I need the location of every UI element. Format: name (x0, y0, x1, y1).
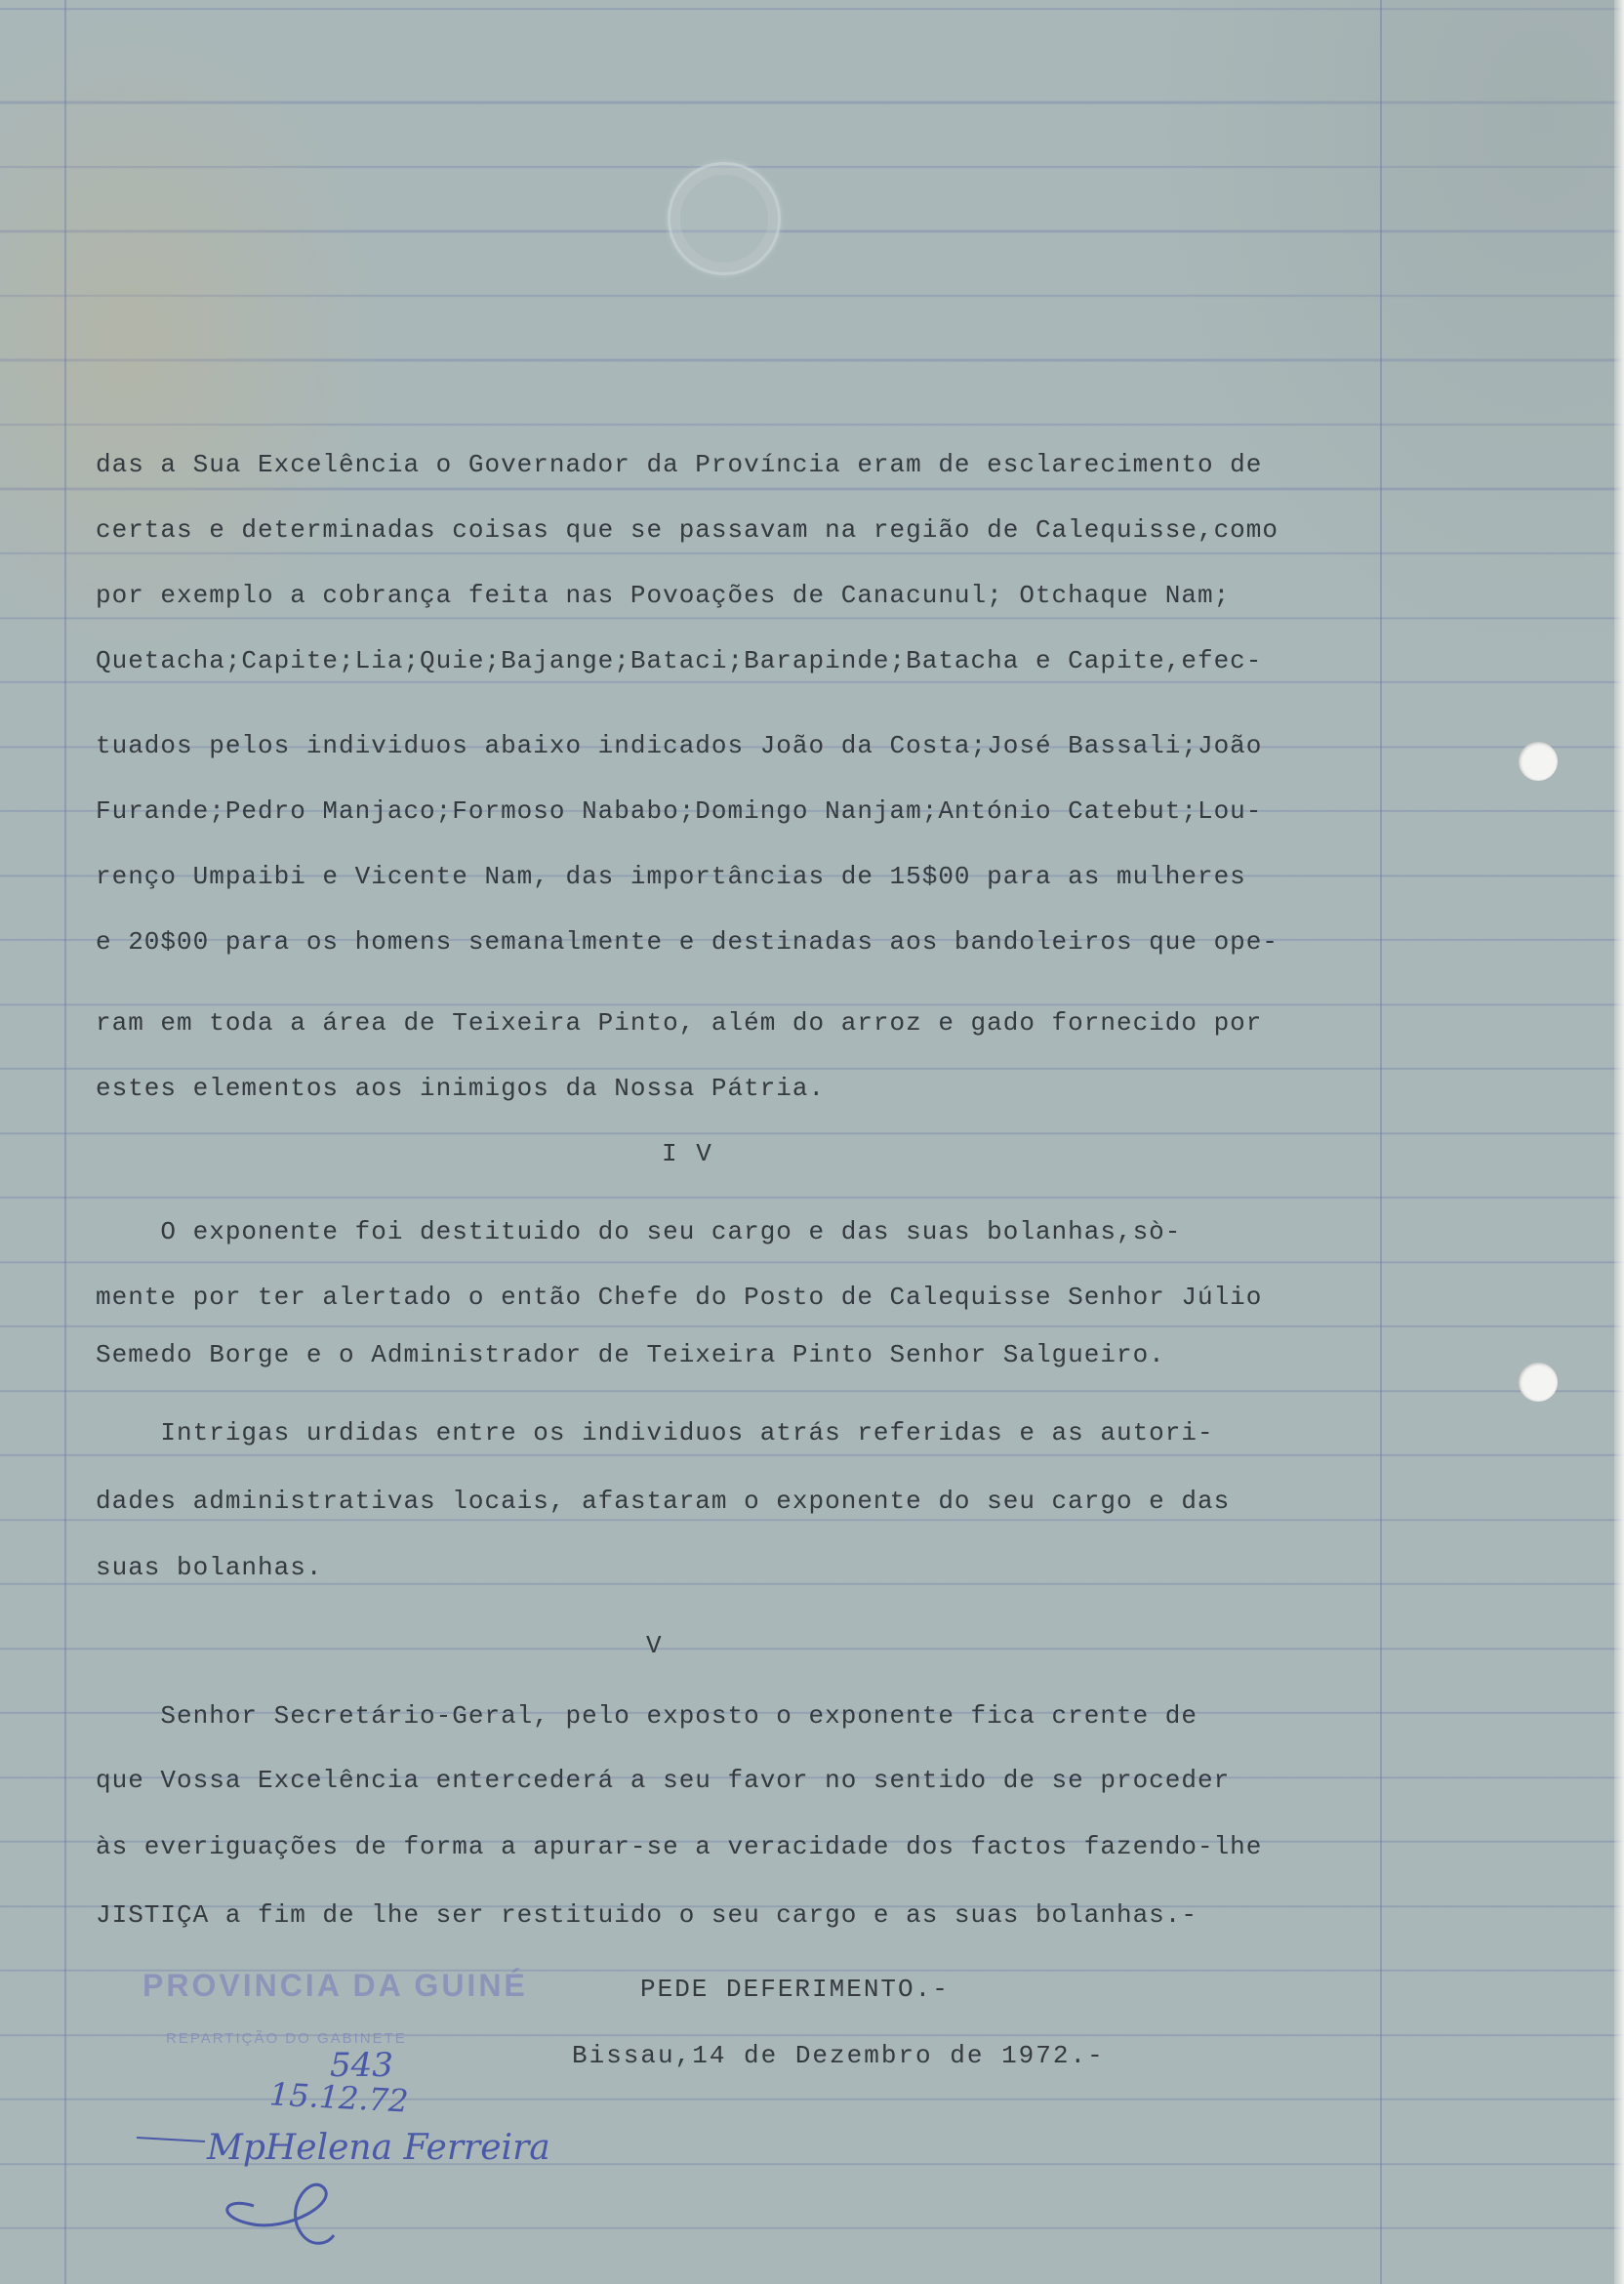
left-margin-line (64, 0, 66, 2284)
handwritten-date: 15.12.72 (268, 2075, 410, 2120)
right-margin-line (1380, 0, 1382, 2284)
punch-hole (1519, 1363, 1558, 1402)
text-line: suas bolanhas. (96, 1553, 323, 1582)
text-line: JISTIÇA a fim de lhe ser restituido o seu cargo e as suas bolanhas.- (96, 1900, 1198, 1930)
text-line: por exemplo a cobrança feita nas Povoações de Canacunul; Otchaque Nam; (96, 581, 1231, 610)
text-line: às everiguações de forma a apurar-se a veracidade dos factos fazendo-lhe (96, 1832, 1263, 1861)
paper-edge (1614, 0, 1624, 2284)
text-line: tuados pelos individuos abaixo indicados João da Costa;José Bassali;João (96, 731, 1263, 760)
text-line: Quetacha;Capite;Lia;Quie;Bajange;Bataci;Barapinde;Batacha e Capite,efec- (96, 646, 1263, 675)
text-line: Furande;Pedro Manjaco;Formoso Nababo;Domingo Nanjam;António Catebut;Lou- (96, 796, 1263, 826)
text-line: ram em toda a área de Teixeira Pinto, além do arroz e gado fornecido por (96, 1008, 1263, 1038)
text-line: certas e determinadas coisas que se passavam na região de Calequisse,como (96, 515, 1279, 545)
stamp-title: PROVINCIA DA GUINÉ (142, 1968, 528, 2003)
handwritten-number: 543 (330, 2046, 393, 2085)
text-line: estes elementos aos inimigos da Nossa Pátria. (96, 1074, 826, 1103)
signature-text: MpHelena Ferreira (207, 2128, 550, 2168)
text-line: e 20$00 para os homens semanalmente e destinadas aos bandoleiros que ope- (96, 927, 1279, 957)
text-line: O exponente foi destituido do seu cargo e das suas bolanhas,sò- (96, 1217, 1182, 1246)
embossed-seal (668, 162, 781, 275)
text-line: das a Sua Excelência o Governador da Província eram de esclarecimento de (96, 450, 1263, 479)
handwritten-signature (117, 2099, 605, 2255)
text-line: dades administrativas locais, afastaram o exponente do seu cargo e das (96, 1487, 1231, 1516)
text-line: renço Umpaibi e Vicente Nam, das importâncias de 15$00 para as mulheres (96, 862, 1246, 891)
text-line: Senhor Secretário-Geral, pelo exposto o exponente fica crente de (96, 1701, 1198, 1731)
text-line: Semedo Borge e o Administrador de Teixeira Pinto Senhor Salgueiro. (96, 1340, 1165, 1369)
text-line: que Vossa Excelência entercederá a seu favor no sentido de se proceder (96, 1766, 1231, 1795)
punch-hole (1519, 742, 1558, 781)
place-date-line: Bissau,14 de Dezembro de 1972.- (572, 2041, 1105, 2070)
request-closing: PEDE DEFERIMENTO.- (640, 1975, 950, 2004)
section-heading-iv: I V (662, 1139, 713, 1168)
stamp-subtitle: REPARTIÇÃO DO GABINETE (166, 2030, 407, 2047)
text-line: mente por ter alertado o então Chefe do Posto de Calequisse Senhor Júlio (96, 1283, 1263, 1312)
section-heading-v: V (646, 1631, 664, 1660)
text-line: Intrigas urdidas entre os individuos atrás referidas e as autori- (96, 1418, 1214, 1448)
